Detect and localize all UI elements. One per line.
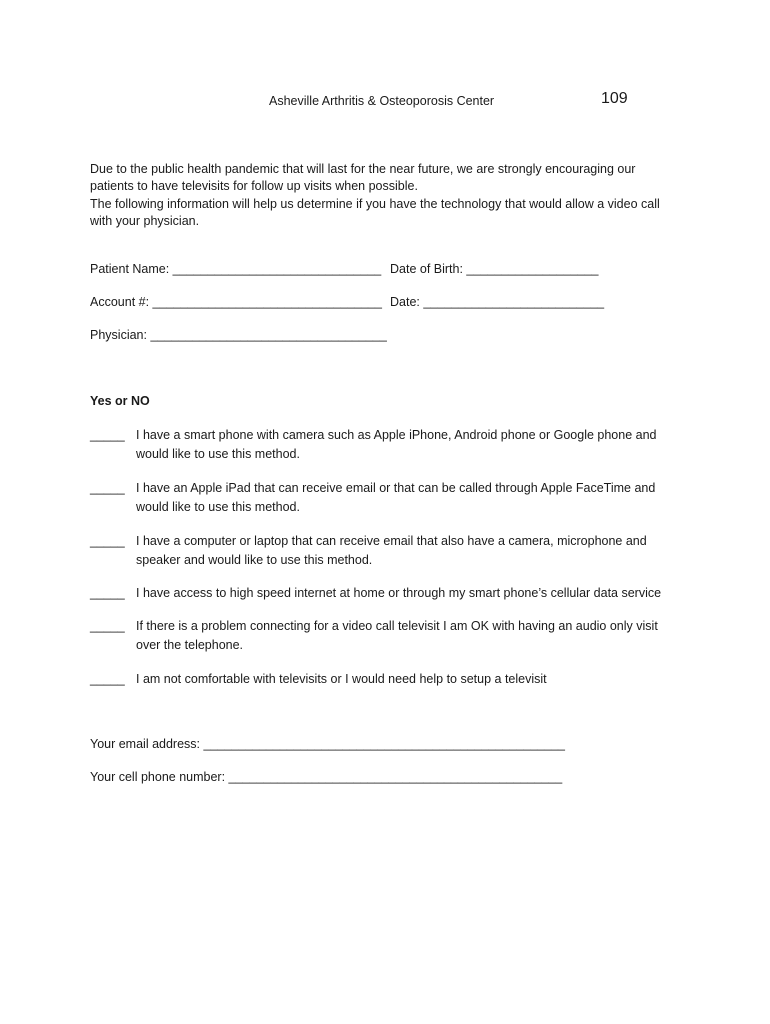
intro-text: [90, 161, 680, 230]
option-text: I am not comfortable with televisits or I would need help to setup a televisit: [136, 672, 547, 686]
option-answer-blank[interactable]: _____: [90, 672, 125, 686]
date-of-birth-field[interactable]: Date of Birth: ___________________: [390, 262, 599, 276]
option-answer-blank[interactable]: _____: [90, 586, 125, 600]
page-number: 109: [601, 90, 628, 107]
option-text: I have a computer or laptop that can receive email that also have a camera, microphone and speaker and would like to use this method.: [136, 534, 647, 567]
option-item-need-help: [90, 670, 690, 689]
option-text: If there is a problem connecting for a video call televisit I am OK with having an audio only visit over the telephone.: [136, 619, 658, 652]
option-text: I have access to high speed internet at home or through my smart phone’s cellular data service: [136, 586, 662, 600]
option-item-smart-phone: [90, 426, 690, 464]
email-address-field[interactable]: Your email address: ____________________________________________________: [90, 737, 565, 751]
intro-paragraph-1: Due to the public health pandemic that will last for the near future, we are strongly encouraging our patients to have televisits for follow up visits when possible.: [90, 162, 636, 194]
option-item-internet: [90, 584, 690, 603]
physician-field[interactable]: Physician: __________________________________: [90, 328, 387, 342]
option-item-ipad: [90, 479, 690, 517]
option-item-audio-only: [90, 617, 690, 655]
yes-or-no-heading: Yes or NO: [90, 394, 150, 408]
option-text: I have a smart phone with camera such as Apple iPhone, Android phone or Google phone and would like to use this method.: [136, 428, 657, 461]
cell-phone-field[interactable]: Your cell phone number: ________________________________________________: [90, 770, 563, 784]
option-answer-blank[interactable]: _____: [90, 619, 125, 633]
option-item-computer: [90, 532, 690, 570]
account-number-field[interactable]: Account #: _________________________________: [90, 295, 382, 309]
option-answer-blank[interactable]: _____: [90, 534, 125, 548]
option-answer-blank[interactable]: _____: [90, 481, 125, 495]
option-text: I have an Apple iPad that can receive email or that can be called through Apple FaceTime and would like to use this method.: [136, 481, 656, 514]
option-answer-blank[interactable]: _____: [90, 428, 125, 442]
date-field[interactable]: Date: __________________________: [390, 295, 605, 309]
intro-paragraph-2: The following information will help us determine if you have the technology that would allow a video call with your physician.: [90, 196, 660, 228]
patient-name-field[interactable]: Patient Name: ______________________________: [90, 262, 382, 276]
clinic-title: Asheville Arthritis & Osteoporosis Center: [269, 94, 495, 108]
